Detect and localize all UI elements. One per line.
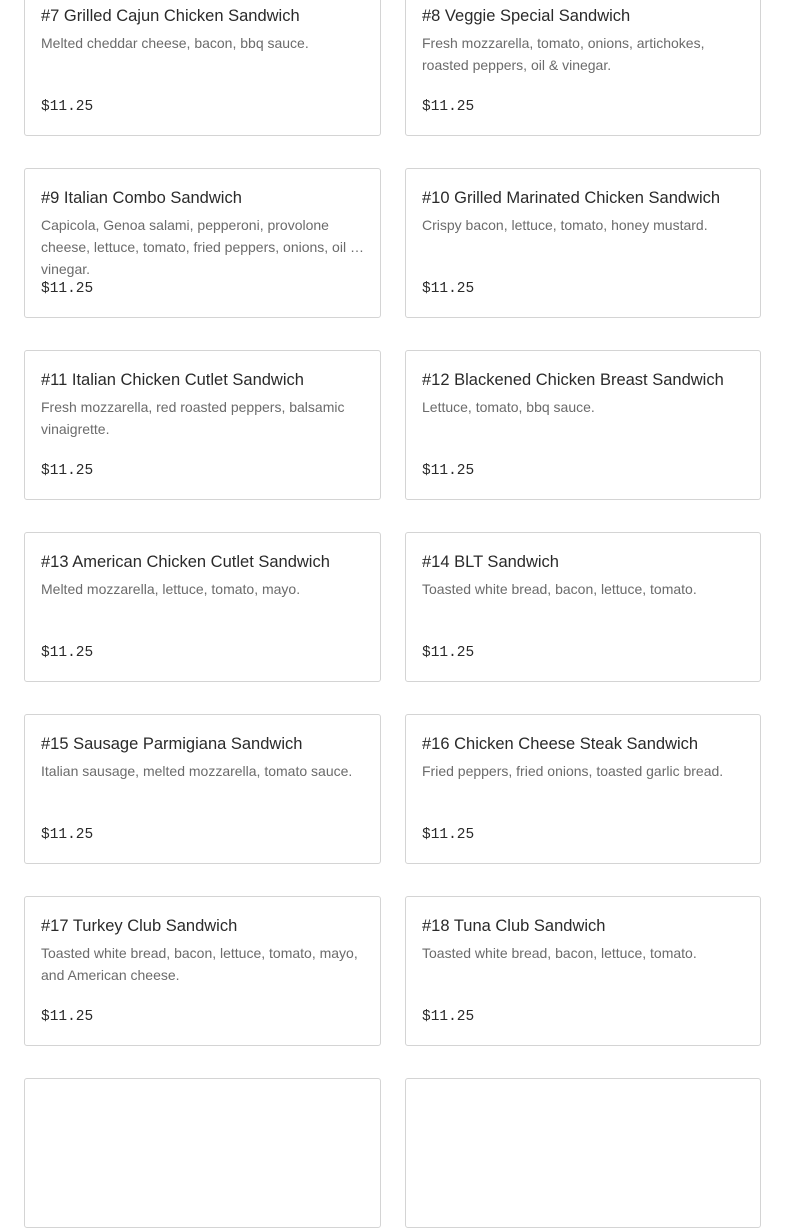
menu-item-title: #11 Italian Chicken Cutlet Sandwich bbox=[41, 371, 304, 389]
menu-item-price: $11.25 bbox=[41, 645, 94, 661]
menu-item-title: #18 Tuna Club Sandwich bbox=[422, 917, 606, 935]
menu-item-description: Lettuce, tomato, bbq sauce. bbox=[422, 399, 595, 415]
menu-item-title: #17 Turkey Club Sandwich bbox=[41, 917, 238, 935]
menu-item-price: $11.25 bbox=[41, 463, 94, 479]
menu-item-description: Capicola, Genoa salami, pepperoni, provolone cheese, lettuce, tomato, fried peppers, onions, oil & vinegar. bbox=[41, 217, 360, 277]
menu-item-price: $11.25 bbox=[41, 1009, 94, 1025]
menu-item-description: Melted mozzarella, lettuce, tomato, mayo. bbox=[41, 581, 301, 597]
menu-item-description: Melted cheddar cheese, bacon, bbq sauce. bbox=[41, 35, 309, 51]
menu-item-price: $11.25 bbox=[422, 281, 475, 297]
menu-item-price: $11.25 bbox=[422, 99, 475, 115]
menu-item-price: $11.25 bbox=[41, 827, 94, 843]
menu-item-title: #14 BLT Sandwich bbox=[422, 553, 559, 571]
menu-item-price: $11.25 bbox=[422, 645, 475, 661]
menu-item-title: #15 Sausage Parmigiana Sandwich bbox=[41, 735, 303, 753]
menu-item-price: $11.25 bbox=[422, 463, 475, 479]
menu-items-grid bbox=[24, 0, 761, 1228]
menu-item-card[interactable] bbox=[24, 168, 381, 318]
menu-item-card[interactable] bbox=[405, 168, 761, 318]
menu-item-description: Italian sausage, melted mozzarella, tomato sauce. bbox=[41, 763, 353, 779]
menu-item-card[interactable] bbox=[24, 350, 381, 500]
menu-item-card[interactable] bbox=[24, 1078, 381, 1228]
menu-item-price: $11.25 bbox=[422, 1009, 475, 1025]
menu-item-title: #10 Grilled Marinated Chicken Sandwich bbox=[422, 189, 721, 207]
menu-item-card[interactable] bbox=[24, 0, 381, 136]
menu-item-title: #7 Grilled Cajun Chicken Sandwich bbox=[41, 7, 300, 25]
menu-item-card[interactable] bbox=[24, 532, 381, 682]
menu-item-card[interactable] bbox=[405, 896, 761, 1046]
menu-item-card[interactable] bbox=[405, 532, 761, 682]
menu-item-description: Crispy bacon, lettuce, tomato, honey mustard. bbox=[422, 217, 708, 233]
menu-item-title: #13 American Chicken Cutlet Sandwich bbox=[41, 553, 330, 571]
menu-item-card[interactable] bbox=[405, 714, 761, 864]
menu-item-title: #8 Veggie Special Sandwich bbox=[422, 7, 631, 25]
menu-item-price: $11.25 bbox=[41, 99, 94, 115]
menu-item-card[interactable] bbox=[405, 1078, 761, 1228]
menu-item-description: Fried peppers, fried onions, toasted garlic bread. bbox=[422, 763, 724, 779]
menu-item-description: Toasted white bread, bacon, lettuce, tomato. bbox=[422, 945, 697, 961]
menu-item-price: $11.25 bbox=[41, 281, 94, 297]
menu-item-description: Fresh mozzarella, tomato, onions, artichokes, roasted peppers, oil & vinegar. bbox=[422, 35, 705, 73]
menu-item-description: Toasted white bread, bacon, lettuce, tomato, mayo, and American cheese. bbox=[41, 945, 358, 983]
menu-item-card[interactable] bbox=[24, 714, 381, 864]
menu-item-description: Fresh mozzarella, red roasted peppers, balsamic vinaigrette. bbox=[41, 399, 345, 437]
menu-item-card[interactable] bbox=[405, 0, 761, 136]
menu-item-title: #9 Italian Combo Sandwich bbox=[41, 189, 242, 207]
menu-item-price: $11.25 bbox=[422, 827, 475, 843]
menu-item-title: #16 Chicken Cheese Steak Sandwich bbox=[422, 735, 699, 753]
menu-item-card[interactable] bbox=[405, 350, 761, 500]
menu-item-title: #12 Blackened Chicken Breast Sandwich bbox=[422, 371, 724, 389]
menu-item-description: Toasted white bread, bacon, lettuce, tomato. bbox=[422, 581, 697, 597]
menu-item-card[interactable] bbox=[24, 896, 381, 1046]
